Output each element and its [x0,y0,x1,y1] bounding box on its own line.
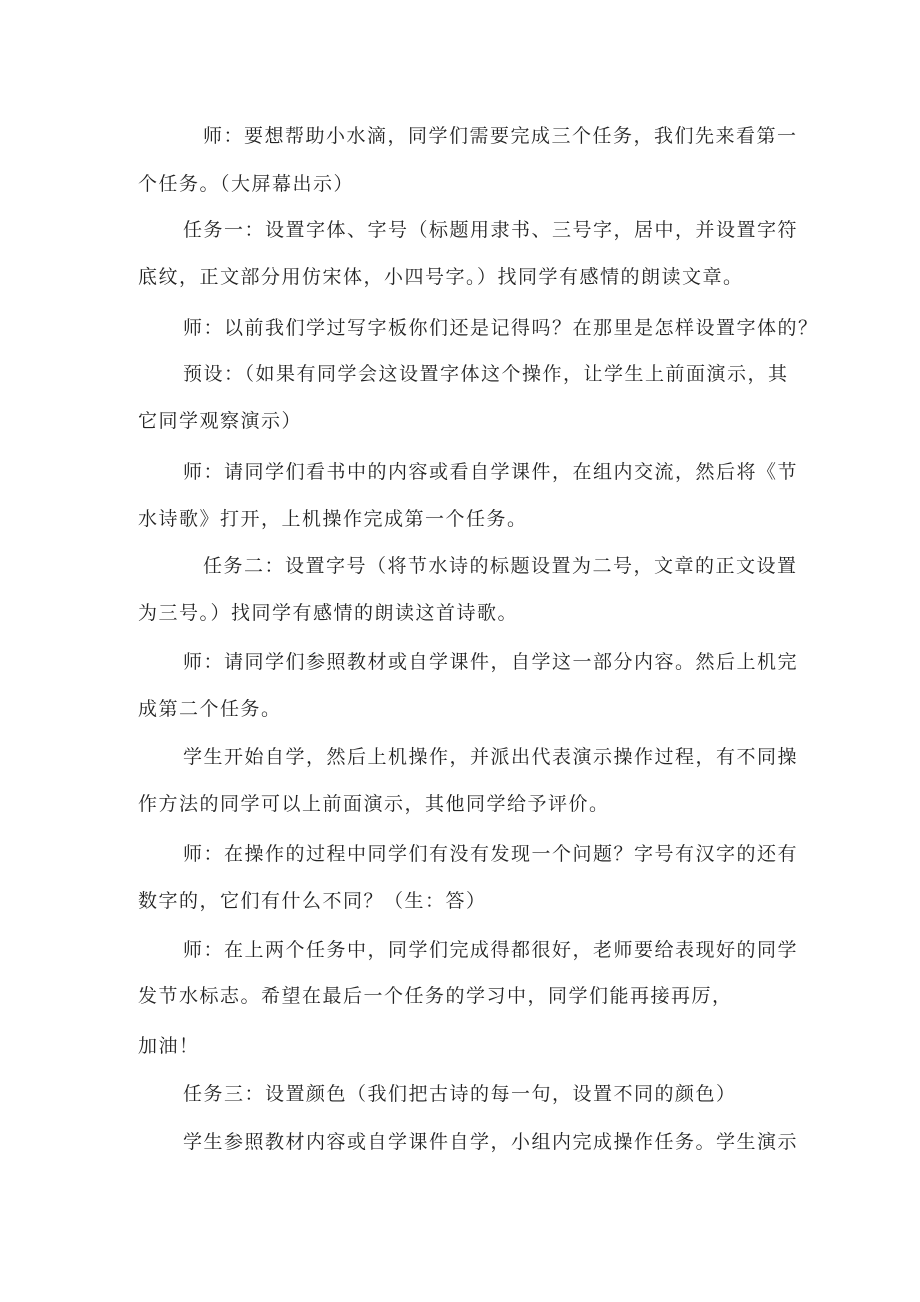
text-line: 作方法的同学可以上前面演示，其他同学给予评价。 [138,793,610,815]
text-line: 为三号。）找同学有感情的朗读这首诗歌。 [138,602,519,624]
text-line: 预设：（如果有同学会这设置字体这个操作，让学生上前面演示，其 [183,363,789,385]
text-line: 水诗歌》打开，上机操作完成第一个任务。 [138,508,528,530]
text-line: 师：在上两个任务中，同学们完成得都很好，老师要给表现好的同学 [183,939,799,961]
text-line: 师：以前我们学过写字板你们还是记得吗？在那里是怎样设置字体的？ [183,317,819,339]
text-line: 成第二个任务。 [138,698,282,720]
text-line: 学生开始自学，然后上机操作，并派出代表演示操作过程，有不同操 [183,746,799,768]
text-line: 加油！ [138,1035,200,1057]
text-line: 数字的，它们有什么不同？（生：答） [138,890,487,912]
text-line: 底纹，正文部分用仿宋体，小四号字。）找同学有感情的朗读文章。 [138,266,744,288]
text-line: 它同学观察演示） [138,410,303,432]
text-line: 任务三：设置颜色（我们把古诗的每一句，设置不同的颜色） [183,1083,737,1105]
text-line: 师：在操作的过程中同学们有没有发现一个问题？字号有汉字的还有 [183,843,799,865]
text-line: 个任务。（大屏幕出示） [138,173,355,195]
text-line: 任务二：设置字号（将节水诗的标题设置为二号，文章的正文设置 [203,555,798,577]
text-line: 师：请同学们看书中的内容或看自学课件，在组内交流，然后将《节 [183,461,799,483]
text-line: 发节水标志。希望在最后一个任务的学习中，同学们能再接再厉， [138,985,733,1007]
text-line: 师：要想帮助小水滴，同学们需要完成三个任务，我们先来看第一 [203,125,798,147]
text-line: 师：请同学们参照教材或自学课件，自学这一部分内容。然后上机完 [183,651,799,673]
text-line: 任务一：设置字体、字号（标题用隶书、三号字，居中，并设置字符 [183,219,799,241]
text-line: 学生参照教材内容或自学课件自学，小组内完成操作任务。学生演示 [183,1131,799,1153]
